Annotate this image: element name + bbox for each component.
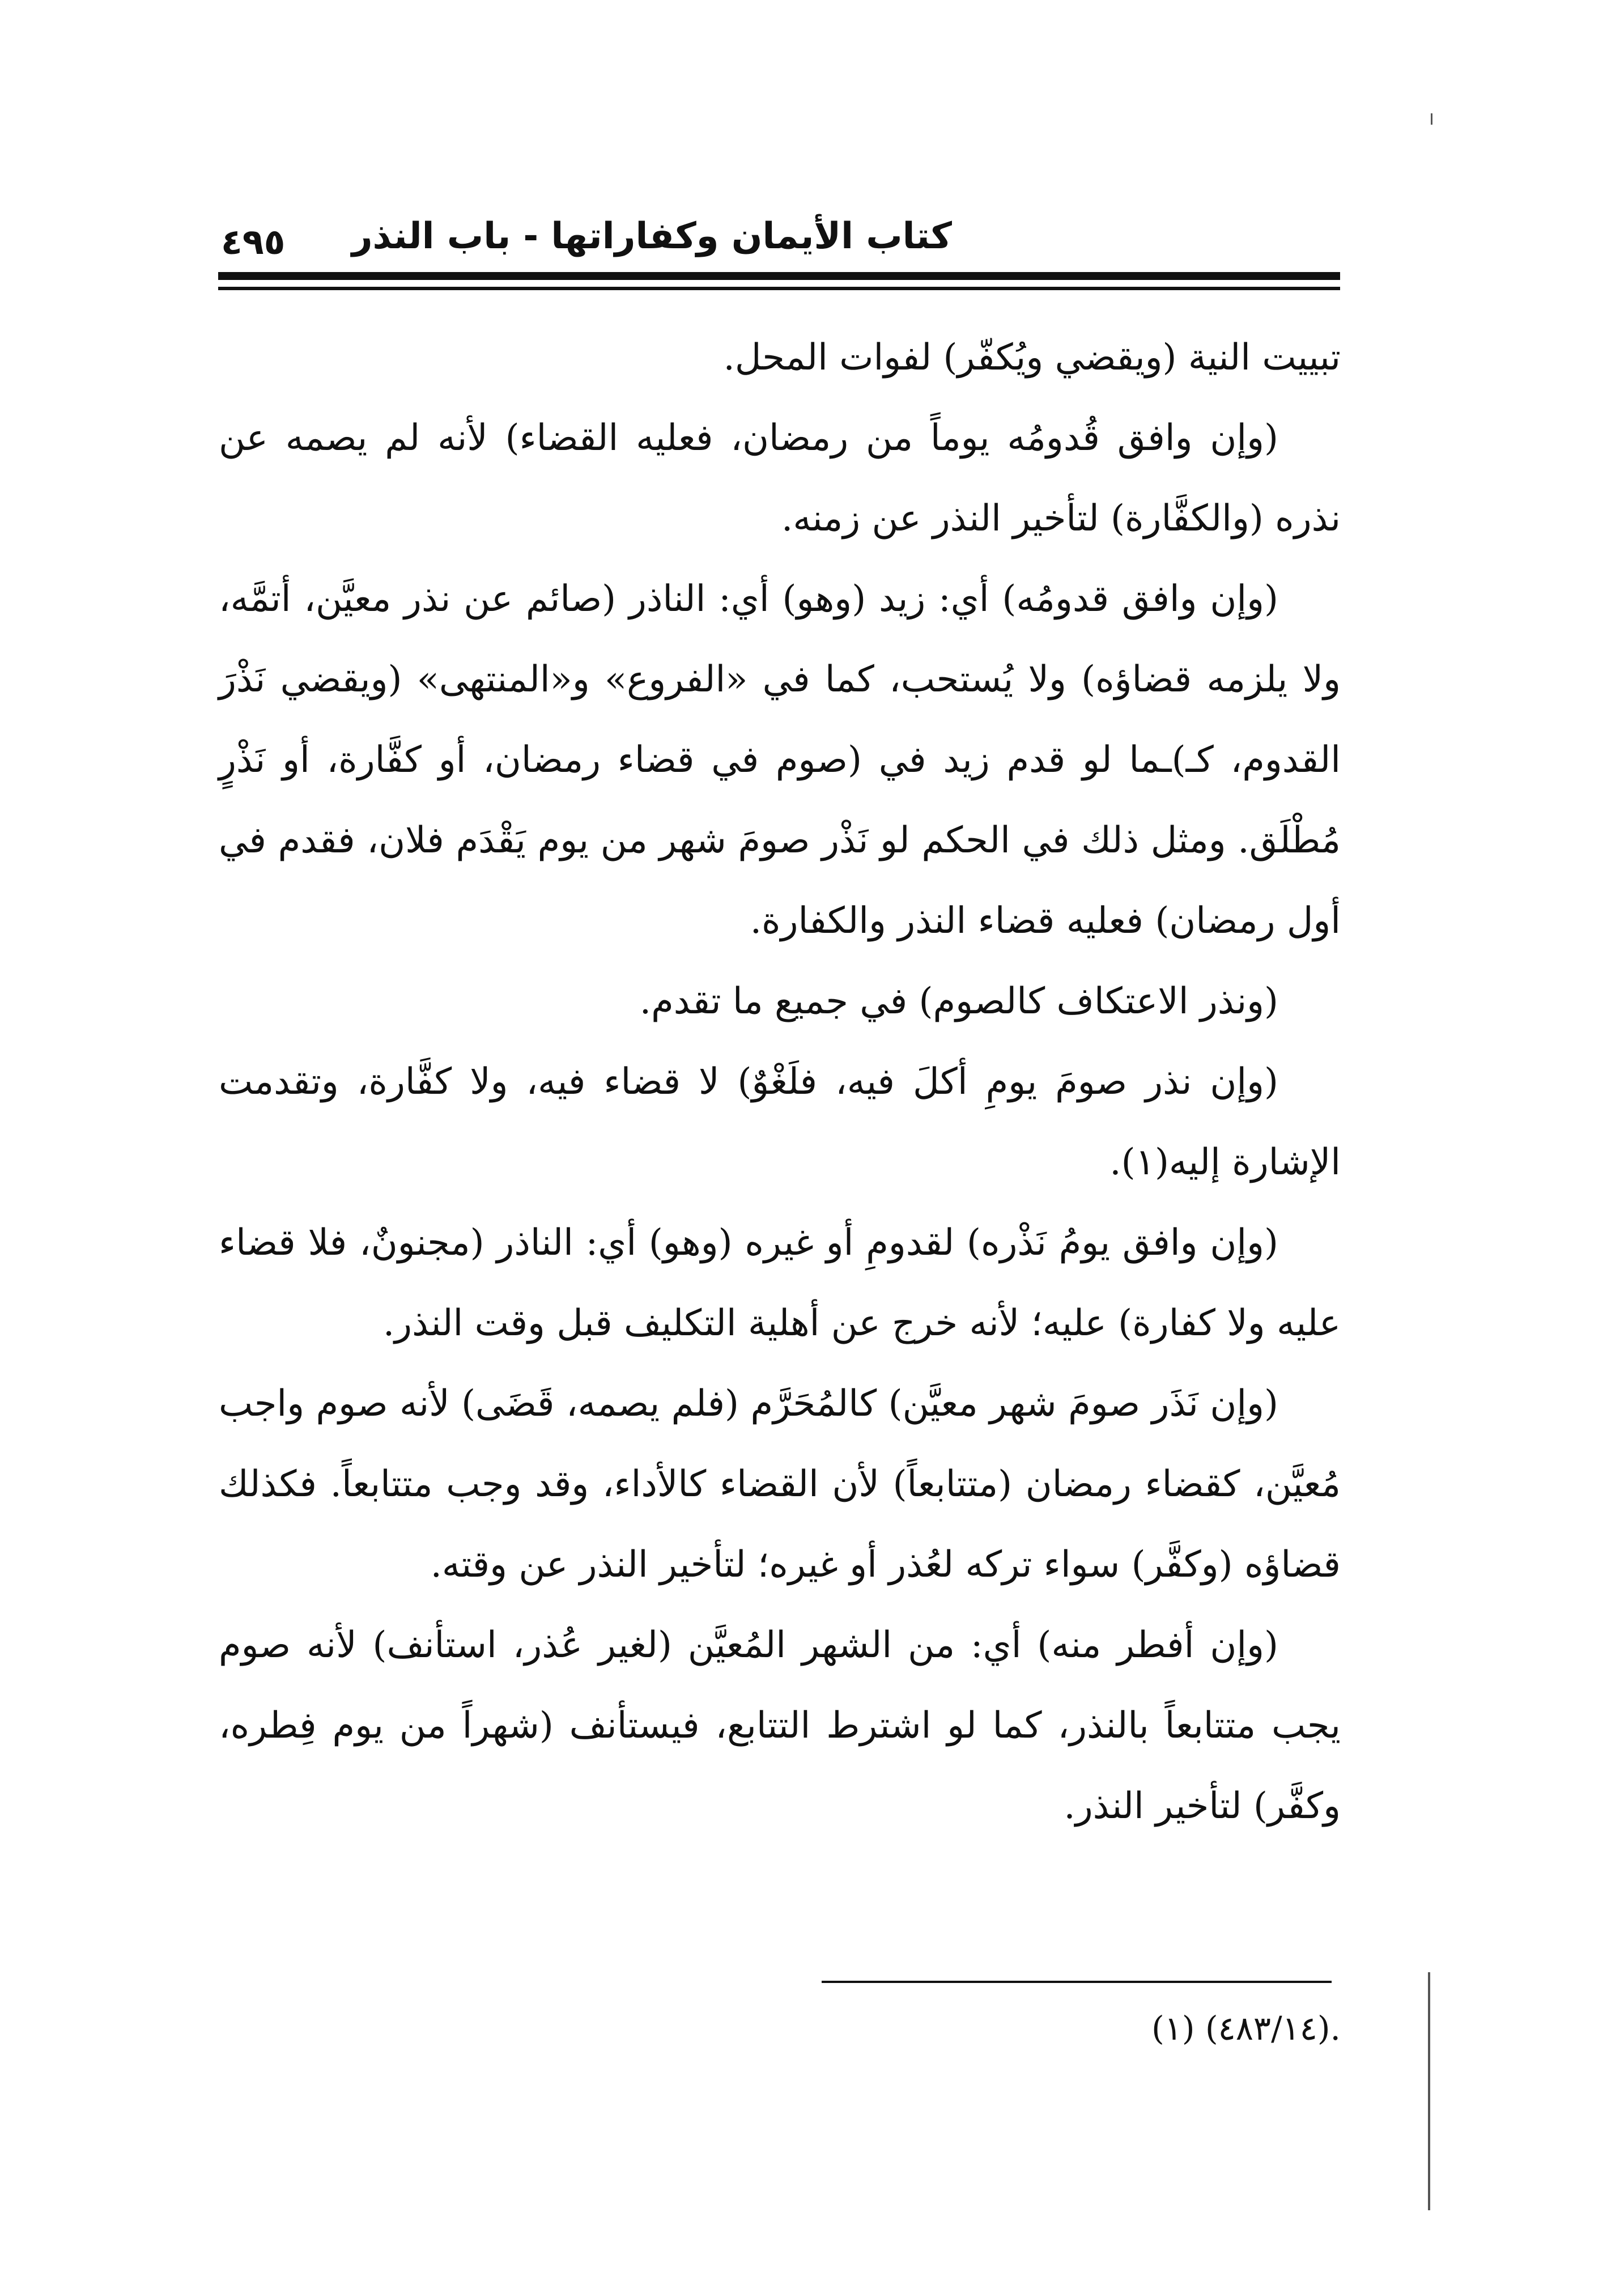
footnote-rule: [822, 1981, 1332, 1983]
header-rule-thin: [218, 287, 1340, 290]
paragraph: (وإن نذر صومَ يومِ أكلَ فيه، فلَغْوٌ) لا قضاء فيه، ولا كفَّارة، وتقدمت الإشارة إليه(١).: [219, 1061, 1341, 1183]
header-rule-thick: [218, 272, 1340, 280]
paragraph: تبييت النية (ويقضي ويُكفّر) لفوات المحل.: [723, 337, 1341, 379]
paragraph: (وإن أفطر منه) أي: من الشهر المُعيَّن (لغير عُذر، استأنف) لأنه صوم يجب متتابعاً بالنذر، كما لو اشترط التتابع، فيستأنف (شهراً من يوم فِطره، وكفَّر) لتأخير النذر.: [219, 1624, 1341, 1827]
paragraph: (ونذر الاعتكاف كالصوم) في جميع ما تقدم.: [639, 980, 1278, 1022]
page-number: ٤٩٥: [221, 221, 286, 262]
scan-edge-mark: [1428, 1972, 1430, 2210]
paragraph: (وإن وافق قُدومُه يوماً من رمضان، فعليه القضاء) لأنه لم يصمه عن نذره (والكفَّارة) لتأخير النذر عن زمنه.: [219, 417, 1341, 540]
paragraph: (وإن نَذَر صومَ شهر معيَّن) كالمُحَرَّم (فلم يصمه، قَضَى) لأنه صوم واجب مُعيَّن، كقضاء رمضان (متتابعاً) لأن القضاء كالأداء، وقد وجب متتابعاً. فكذلك قضاؤه (وكفَّر) سواء تركه لعُذر أو غيره؛ لتأخير النذر عن وقته.: [219, 1383, 1341, 1586]
paragraph: (وإن وافق يومُ نَذْره) لقدومِ أو غيره (وهو) أي: الناذر (مجنونٌ، فلا قضاء عليه ولا كفارة) عليه؛ لأنه خرج عن أهلية التكليف قبل وقت النذر.: [219, 1222, 1341, 1344]
footnote: .(٤٨٣/١٤) (١): [1151, 2009, 1341, 2048]
paragraph: (وإن وافق قدومُه) أي: زيد (وهو) أي: الناذر (صائم عن نذر معيَّن، أتمَّه، ولا يلزمه قضاؤه) ولا يُستحب، كما في «الفروع» و«المنتهى» (ويقضي نَذْرَ القدوم، كـ)ـما لو قدم زيد في (صوم في قضاء رمضان، أو كفَّارة، أو نَذْرٍ مُطْلَق. ومثل ذلك في الحكم لو نَذْر صومَ شهر من يوم يَقْدَم فلان، فقدم في أول رمضان) فعليه قضاء النذر والكفارة.: [219, 578, 1341, 942]
scan-edge-mark: [1431, 113, 1432, 125]
chapter-title: كتاب الأيمان وكفاراتها - باب النذر: [351, 215, 952, 257]
body-text: [219, 317, 1341, 1846]
running-header: [210, 204, 1343, 272]
